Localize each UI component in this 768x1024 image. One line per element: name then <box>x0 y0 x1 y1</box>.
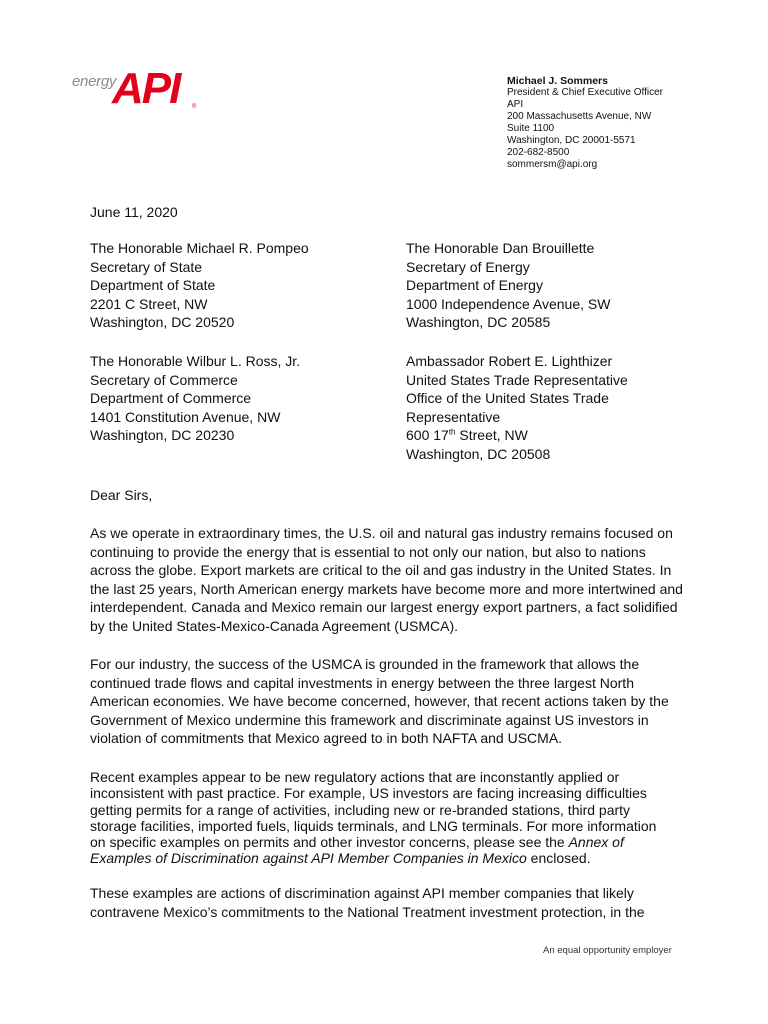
logo-api-wordmark: API <box>112 64 180 113</box>
address-line: The Honorable Dan Brouillette <box>406 240 595 256</box>
street-ordinal: th <box>448 427 456 437</box>
text-line: For our industry, the success of the USMCA is grounded in the framework that allows the <box>90 656 640 672</box>
address-line: Secretary of Energy <box>406 258 530 275</box>
sender-street: 200 Massachusetts Avenue, NW <box>507 111 652 122</box>
text-line: the last 25 years, North American energy markets have become more and more intertwined and <box>90 580 683 597</box>
text-line: inconsistent with past practice. For example, US investors are facing increasing difficulties <box>90 785 647 802</box>
paragraph-2 <box>90 655 690 748</box>
footer-tagline: An equal opportunity employer <box>543 945 672 956</box>
text-line: As we operate in extraordinary times, the U.S. oil and natural gas industry remains focused on <box>90 525 673 541</box>
street-number: 600 17 <box>406 427 449 443</box>
recipient-brouillette <box>406 239 610 332</box>
text-line: on specific examples on permits and other investor concerns, please see the Annex of <box>90 834 624 851</box>
text-line: continuing to provide the energy that is essential to not only our nation, but also to nations <box>90 543 646 560</box>
address-line: The Honorable Wilbur L. Ross, Jr. <box>90 353 301 369</box>
sender-block <box>507 75 663 171</box>
text-line: continued trade flows and capital investments in energy between the three largest North <box>90 674 634 691</box>
recipient-ross <box>90 352 300 445</box>
sender-suite: Suite 1100 <box>507 123 555 134</box>
api-logo <box>72 64 198 114</box>
address-line: Office of the United States Trade <box>406 390 609 406</box>
logo-energy-text: energy <box>72 73 117 90</box>
text-line: Examples of Discrimination against API Member Companies in Mexico enclosed. <box>90 850 591 867</box>
recipient-lighthizer <box>406 352 628 463</box>
sender-email[interactable]: sommersm@api.org <box>507 159 598 170</box>
annex-reference: Annex of <box>568 834 624 851</box>
letter-date: June 11, 2020 <box>90 204 178 220</box>
address-line: Secretary of Commerce <box>90 371 238 388</box>
address-line: Ambassador Robert E. Lighthizer <box>406 353 613 369</box>
text-line: contravene Mexico’s commitments to the National Treatment investment protection, in the <box>90 903 645 920</box>
address-line: Washington, DC 20508 <box>406 445 551 462</box>
address-line: Washington, DC 20230 <box>90 427 235 443</box>
address-line: Department of Energy <box>406 277 543 293</box>
sender-city: Washington, DC 20001-5571 <box>507 135 636 146</box>
sender-phone: 202-682-8500 <box>507 147 570 158</box>
logo-registered-mark: ® <box>192 104 197 110</box>
street-rest: Street, NW <box>455 427 528 443</box>
text-line: by the United States-Mexico-Canada Agreement (USMCA). <box>90 617 459 634</box>
address-line: Department of Commerce <box>90 390 252 406</box>
text-line: storage facilities, imported fuels, liquids terminals, and LNG terminals. For more information <box>90 817 657 834</box>
text-line: violation of commitments that Mexico agreed to in both NAFTA and USCMA. <box>90 730 563 746</box>
text-line: across the globe. Export markets are critical to the oil and gas industry in the United States. In <box>90 562 672 578</box>
address-line: 1401 Constitution Avenue, NW <box>90 408 281 425</box>
address-line: Washington, DC 20585 <box>406 314 551 330</box>
address-line: Representative <box>406 408 501 425</box>
sender-org: API <box>507 99 524 110</box>
text-line: These examples are actions of discrimination against API member companies that likely <box>90 885 634 901</box>
address-line: The Honorable Michael R. Pompeo <box>90 240 309 256</box>
address-line: 2201 C Street, NW <box>90 295 208 312</box>
text-line: American economies. We have become concerned, however, that recent actions taken by the <box>90 693 669 709</box>
address-line: 1000 Independence Avenue, SW <box>406 295 611 312</box>
text-line: Government of Mexico undermine this framework and discriminate against US investors in <box>90 711 649 728</box>
address-line-street <box>406 426 628 445</box>
paragraph-3 <box>90 769 690 867</box>
text-line: interdependent. Canada and Mexico remain our largest energy export partners, a fact solidified <box>90 599 678 615</box>
recipient-pompeo <box>90 239 309 332</box>
salutation: Dear Sirs, <box>90 487 153 503</box>
paragraph-1 <box>90 524 690 635</box>
text-line: getting permits for a range of activities, including new or re-branded stations, third party <box>90 801 631 818</box>
address-line: Department of State <box>90 277 216 293</box>
paragraph-4 <box>90 884 690 921</box>
annex-reference: Examples of Discrimination against API Member Companies in Mexico <box>90 850 527 867</box>
address-line: Secretary of State <box>90 258 203 275</box>
sender-title: President & Chief Executive Officer <box>507 87 663 98</box>
text-line: Recent examples appear to be new regulatory actions that are inconstantly applied or <box>90 769 620 785</box>
address-line: United States Trade Representative <box>406 371 628 388</box>
sender-name: Michael J. Sommers <box>507 75 608 87</box>
address-line: Washington, DC 20520 <box>90 314 235 330</box>
